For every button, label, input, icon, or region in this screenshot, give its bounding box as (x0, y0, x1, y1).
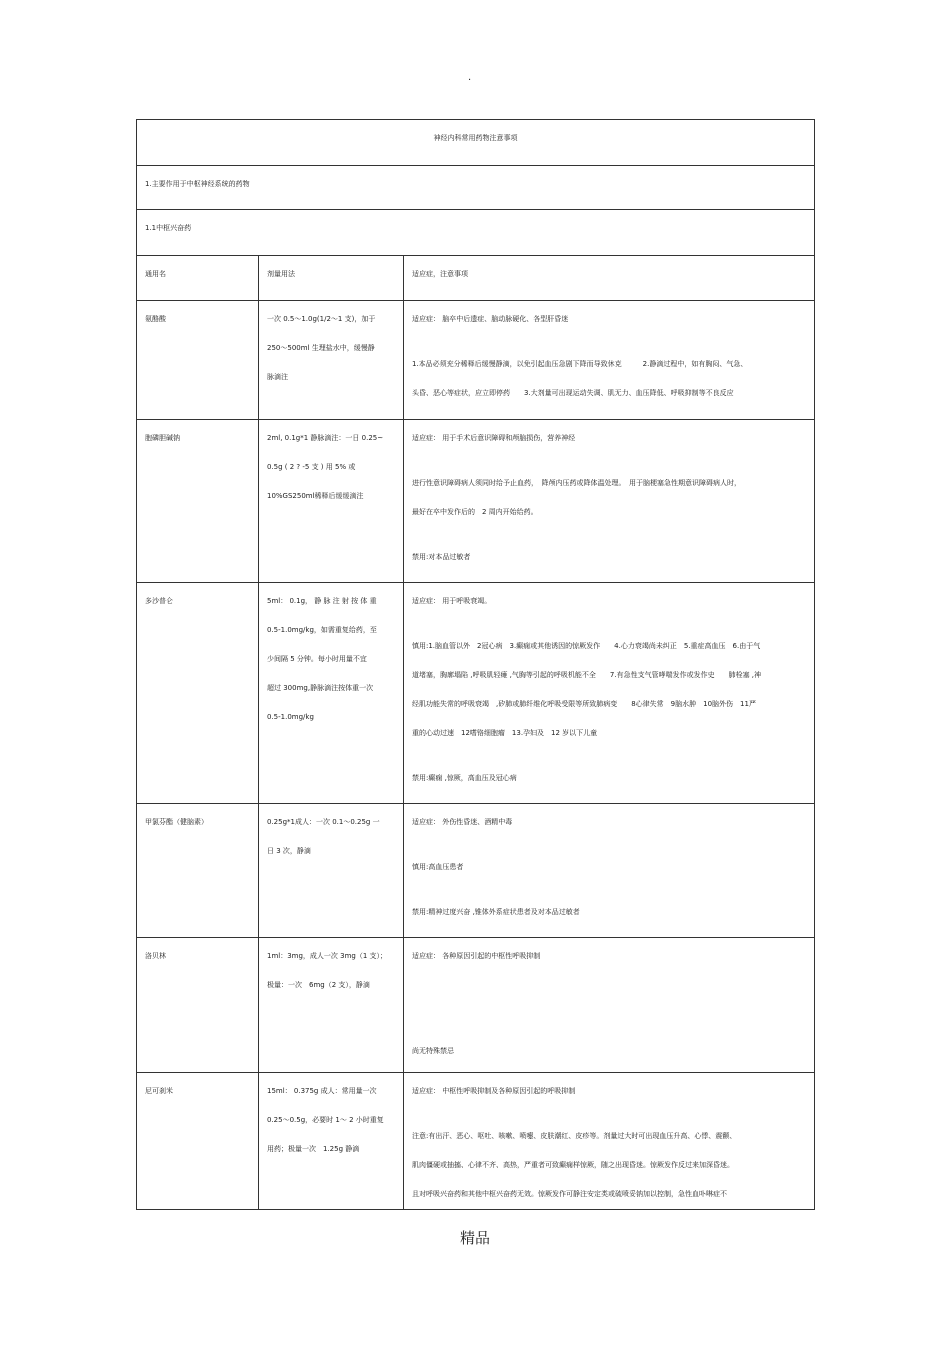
column-header-dosage: 剂量用法 (259, 256, 404, 301)
dosage-line: 0.5-1.0mg/kg，如需重复给药，至 (267, 626, 377, 634)
dosage-line: 15ml： 0.375g 成人：常用量一次 (267, 1087, 377, 1095)
table-header-row (137, 256, 815, 301)
dosage-line: 0.25～0.5g，必要时 1～ 2 小时重复 (267, 1116, 384, 1124)
header-mark: · (468, 75, 472, 86)
dosage-line: 0.5g ( 2 ? -5 支 ) 用 5% 或 (267, 463, 356, 471)
drug-name: 甲氯芬酯（健脑素） (137, 804, 259, 938)
table-row (137, 420, 815, 583)
column-header-name: 通用名 (137, 256, 259, 301)
dosage-line: 用药；极量一次 1.25g 静滴 (267, 1145, 360, 1153)
dosage-line: 2ml, 0.1g*1 静脉滴注：一日 0.25~ (267, 434, 384, 442)
drug-notes (404, 804, 815, 938)
notes-line: 尚无特殊禁忌 (412, 1047, 454, 1055)
notes-line: 适应症： 用于手术后意识障碍和颅脑损伤，营养神经 (412, 434, 576, 442)
notes-line: 慎用:1.脑血管以外 2冠心病 3.癫痫或其他诱因的惊厥发作 4.心力衰竭尚未纠正 5.重症高血压 6.由于气 (412, 642, 761, 650)
dosage-line: 10%GS250ml稀释后缓缓滴注 (267, 492, 364, 500)
notes-line: 注意:有出汗、恶心、呕吐、咳嗽、喷嚏、皮肤潮红、皮疹等。剂量过大时可出现血压升高、心悸、震颤、 (412, 1132, 737, 1140)
dosage-line: 一次 0.5～1.0g(1/2～1 支)，加于 (267, 315, 376, 323)
notes-line: 1.本品必须充分稀释后缓慢静滴，以免引起血压急剧下降而导致休克 2.静滴过程中，如有胸闷、气急、 (412, 360, 748, 368)
drug-notes-table (136, 119, 815, 1210)
notes-line: 头昏、恶心等症状，应立即停药 3.大剂量可出现运动失调、肌无力、血压降低、呼吸抑制等不良反应 (412, 389, 734, 397)
drug-dosage (259, 938, 404, 1073)
table-row (137, 301, 815, 420)
column-header-notes: 适应症，注意事项 (404, 256, 815, 301)
notes-line: 适应症： 外伤性昏迷、酒精中毒 (412, 818, 513, 826)
drug-dosage (259, 583, 404, 804)
notes-line: 适应症： 中枢性呼吸抑制及各种原因引起的呼吸抑制 (412, 1087, 576, 1095)
notes-line: 慎用:高血压患者 (412, 863, 464, 871)
drug-name: 尼可刹米 (137, 1073, 259, 1210)
notes-line: 经肌功能失常的呼吸衰竭 ,矽肺或肺纤维化呼吸受限等所致肺病变 8心律失常 9脑水肿 10脑外伤 11严 (412, 700, 756, 708)
dosage-line: 5ml： 0.1g， 静 脉 注 射 按 体 重 (267, 597, 377, 605)
notes-line: 适应症： 脑卒中后遗症、脑动脉硬化、各型肝昏迷 (412, 315, 569, 323)
drug-name: 胞磷胆碱钠 (137, 420, 259, 583)
dosage-line: 极量：一次 6mg（2 支），静滴 (267, 981, 370, 989)
section-heading: 1.主要作用于中枢神经系统的药物 (137, 166, 815, 210)
drug-notes (404, 301, 815, 420)
notes-line: 适应症： 各种原因引起的中枢性呼吸抑制 (412, 952, 541, 960)
notes-line: 重的心动过速 12嗜铬细胞瘤 13.孕妇及 12 岁以下儿童 (412, 729, 598, 737)
notes-line: 适应症： 用于呼吸衰竭。 (412, 597, 492, 605)
table-row (137, 938, 815, 1073)
notes-line: 肌肉僵硬或抽搐、心律不齐、高热，严重者可致癫痫样惊厥，随之出现昏迷。惊厥发作反过来加深昏迷。 (412, 1161, 734, 1169)
drug-name: 氨酪酸 (137, 301, 259, 420)
notes-line: 禁用:精神过度兴奋 ,锥体外系症状患者及对本品过敏者 (412, 908, 580, 916)
dosage-line: 日 3 次，静滴 (267, 847, 311, 855)
notes-line: 禁用:癫痫 ,惊厥，高血压及冠心病 (412, 774, 517, 782)
dosage-line: 0.25g*1成人：一次 0.1～0.25g 一 (267, 818, 380, 826)
dosage-line: 脉滴注 (267, 373, 288, 381)
drug-notes (404, 583, 815, 804)
notes-line: 且对呼吸兴奋药和其他中枢兴奋药无效。惊厥发作可静注安定类或硫喷妥钠加以控制，急性血卟啉症不 (412, 1190, 727, 1198)
dosage-line: 0.5-1.0mg/kg (267, 713, 314, 721)
footer-text: 精品 (459, 1229, 490, 1247)
drug-name: 洛贝林 (137, 938, 259, 1073)
dosage-line: 超过 300mg,静脉滴注按体重一次 (267, 684, 374, 692)
drug-notes (404, 1073, 815, 1210)
table-row (137, 1073, 815, 1210)
table-row (137, 804, 815, 938)
drug-dosage (259, 804, 404, 938)
table-title: 神经内科常用药物注意事项 (137, 120, 815, 166)
dosage-line: 1ml：3mg，成人一次 3mg（1 支）； (267, 952, 388, 960)
drug-dosage (259, 301, 404, 420)
drug-dosage (259, 420, 404, 583)
notes-line: 最好在卒中发作后的 2 周内开始给药。 (412, 508, 538, 516)
drug-notes (404, 938, 815, 1073)
drug-name: 多沙普仑 (137, 583, 259, 804)
dosage-line: 250～500ml 生理盐水中，缓慢静 (267, 344, 375, 352)
table-row (137, 583, 815, 804)
drug-dosage (259, 1073, 404, 1210)
drug-notes (404, 420, 815, 583)
subsection-heading: 1.1中枢兴奋药 (137, 210, 815, 256)
notes-line: 进行性意识障碍病人须同时给予止血药， 降颅内压药或降体温处理。 用于脑梗塞急性期意识障碍病人时， (412, 479, 741, 487)
dosage-line: 少间隔 5 分钟。每小时用量不宜 (267, 655, 367, 663)
notes-line: 禁用:对本品过敏者 (412, 553, 471, 561)
notes-line: 道堵塞，胸廓塌陷 ,呼吸肌轻瘫 ,气胸等引起的呼吸机能不全 7.有急性支气管哮喘发作或发作史 肺栓塞 ,神 (412, 671, 762, 679)
